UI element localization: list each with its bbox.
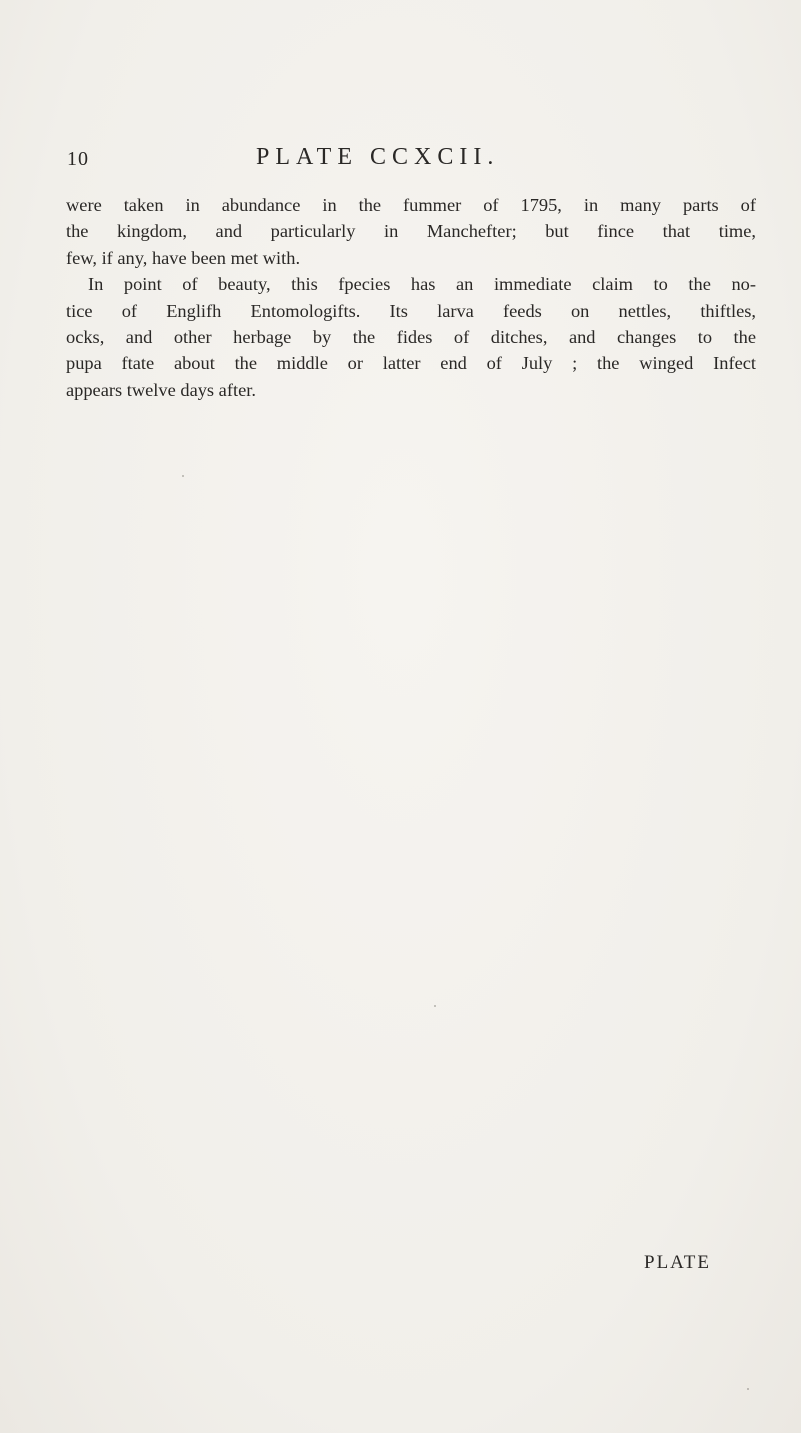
text-line: were taken in abundance in the fummer of 1795, in many parts of xyxy=(66,195,756,215)
bleed-through-text xyxy=(150,460,770,494)
text-line: tice of Englifh Entomologifts. Its larva feeds on nettles, thiftles, xyxy=(66,300,756,321)
text-line: few, if any, have been met with. xyxy=(66,247,301,268)
paper-speck xyxy=(747,1388,749,1390)
text-line: In point of beauty, this fpecies has an immediate claim to the no- xyxy=(88,274,756,295)
text-line: ocks, and other herbage by the fides of ditches, and changes to the xyxy=(66,327,756,348)
paper-speck xyxy=(434,1005,436,1007)
running-head: PLATE CCXCII. xyxy=(256,144,500,170)
text-line: pupa ftate about the middle or latter end of July ; the winged Infect xyxy=(66,353,756,374)
paper-speck xyxy=(182,475,184,477)
text-line: the kingdom, and particularly in Manchefter; but fince that time, xyxy=(66,221,756,242)
catchword: PLATE xyxy=(644,1252,711,1273)
paragraph-1 xyxy=(66,192,756,271)
paragraph-2 xyxy=(66,271,756,403)
page-header xyxy=(0,144,801,178)
body-text xyxy=(66,192,756,403)
page-number: 10 xyxy=(67,148,89,170)
text-line: appears twelve days after. xyxy=(66,379,256,400)
